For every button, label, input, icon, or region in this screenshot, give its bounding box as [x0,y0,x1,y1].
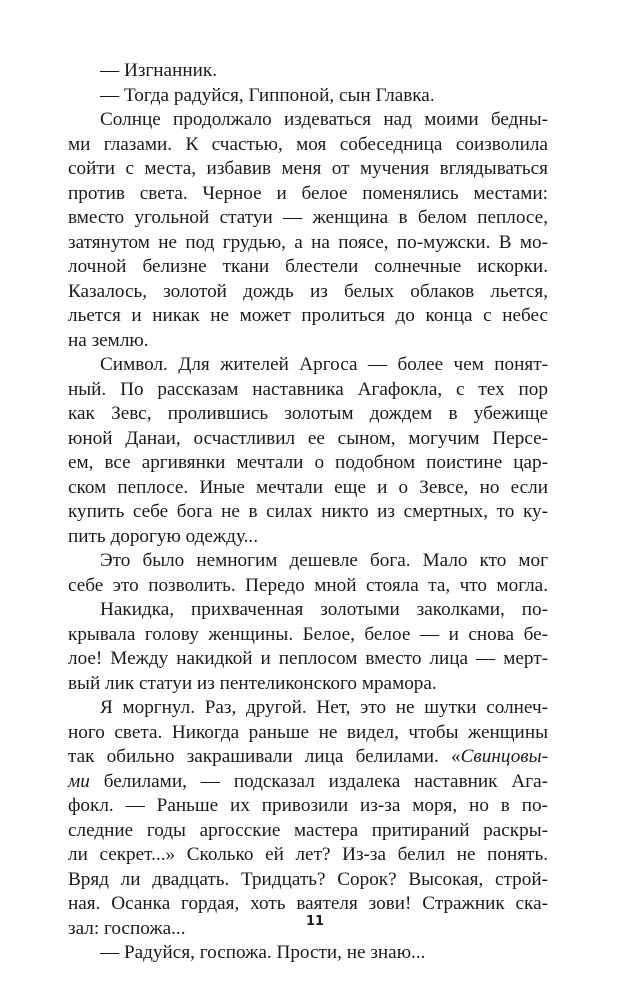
text-line: — Изгнанник. [100,60,217,81]
text-line: как Зевс, пролившись золотым дождем в убежище [68,403,548,424]
text-line: льется и никак не может пролиться до конца с небес [68,305,548,326]
text-line: сойти с места, избавив меня от мучения вглядываться [68,158,548,179]
text-line: Накидка, прихваченная золотыми заколками, по- [100,599,548,620]
text-line: пить дорогую одежду... [68,525,259,547]
text-line: юной Данаи, осчастливил ее сыном, могучим Персе- [68,427,548,449]
text-line: Казалось, золотой дождь из белых облаков льется, [68,280,548,302]
text-line [68,745,548,770]
text-line: следние годы аргосские мастера притираний раскры- [68,819,548,841]
text-line: ный. По рассказам наставника Агафокла, с тех пор [68,378,548,400]
text-line: ем, все аргивянки мечтали о подобном поистине цар- [68,452,548,473]
text-line: на землю. [68,329,149,351]
text-line: — Тогда радуйся, Гиппоной, сын Главка. [100,84,435,106]
text-line: ми глазами. К счастью, моя собеседница соизволила [68,133,548,155]
text-line: купить себе бога не в силах никто из смертных, то ку- [68,501,548,522]
text-line: затянутом не под грудью, а на поясе, по-мужски. В мо- [68,231,548,253]
text-line: Я моргнул. Раз, другой. Нет, это не шутки солнеч- [100,697,548,718]
text-line: — Радуйся, госпожа. Прости, не знаю... [100,942,426,963]
italic-term: Свинцовы- [460,746,548,767]
text-line: ли секрет...» Сколько ей лет? Из-за белил не понять. [68,844,548,865]
text-line: крывала голову женщины. Белое, белое — и снова бе- [68,623,548,645]
text-line: ском пеплосе. Иные мечтали еще и о Зевсе, но если [68,476,548,498]
text-line: Солнце продолжало издеваться над моими бедны- [100,109,548,130]
text-line [68,770,548,795]
text-line: себе это позволить. Передо мной стояла та, что могла. [68,574,548,596]
text-line: лочной белизне ткани блестели солнечные искорки. [68,256,548,277]
text-line: Это было немногим дешевле бога. Мало кто мог [100,550,548,571]
text-line: вместо угольной статуи — женщина в белом пеплосе, [68,207,548,228]
text-line: Символ. Для жителей Аргоса — более чем понят- [100,354,548,375]
text-line: против света. Черное и белое поменялись местами: [68,182,548,204]
text-line: лое! Между накидкой и пеплосом вместо лица — мерт- [68,648,548,669]
page-number: 11 [305,914,325,929]
text-line: фокл. — Раньше их привозили из-за моря, но в по- [68,795,548,816]
italic-term: ми [68,770,90,792]
text-line: ная. Осанка гордая, хоть ваятеля зови! Стражник ска- [68,893,548,914]
text-segment: так обильно закрашивали лица белилами. « [68,746,461,767]
book-page-text [68,59,548,966]
text-line: зал: госпожа... [68,917,186,939]
text-line: Вряд ли двадцать. Тридцать? Сорок? Высокая, строй- [68,868,548,890]
text-segment: белилами, — подсказал издалека наставник Ага- [89,770,548,792]
text-line: вый лик статуи из пентеликонского мрамора. [68,672,437,694]
text-line: ного света. Никогда раньше не видел, чтобы женщины [68,721,548,743]
